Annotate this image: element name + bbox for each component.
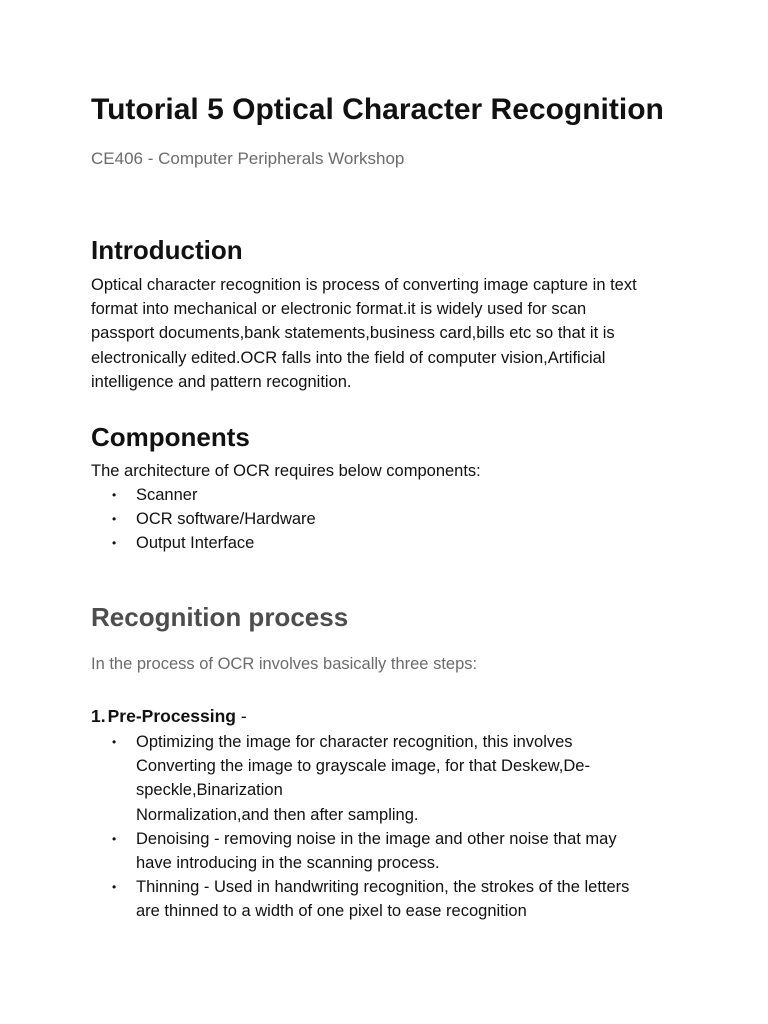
bullet-icon: • xyxy=(112,512,117,527)
recognition-intro: In the process of OCR involves basically three steps: xyxy=(91,655,478,673)
introduction-paragraph xyxy=(91,273,691,394)
document-title: Tutorial 5 Optical Character Recognition xyxy=(91,93,664,126)
list-item-line: Denoising - removing noise in the image and other noise that may xyxy=(136,829,617,848)
step-number: 1. xyxy=(91,706,106,726)
step-suffix: - xyxy=(236,706,247,726)
list-item-line: Normalization,and then after sampling. xyxy=(136,805,419,824)
step-bullet-list xyxy=(112,730,629,924)
document-subtitle: CE406 - Computer Peripherals Workshop xyxy=(91,149,405,168)
bullet-icon: • xyxy=(112,488,117,502)
list-item-label: OCR software/Hardware xyxy=(136,510,316,529)
list-item-line: Optimizing the image for character recognition, this involves xyxy=(136,733,573,751)
list-item xyxy=(112,483,316,507)
step-heading xyxy=(91,704,247,728)
list-item xyxy=(112,730,629,827)
paragraph-line: passport documents,bank statements,business card,bills etc so that it is xyxy=(91,324,615,343)
paragraph-line: Optical character recognition is process of converting image capture in text xyxy=(91,276,637,294)
list-item-line: Thinning - Used in handwriting recognition, the strokes of the letters xyxy=(136,878,630,897)
paragraph-line: format into mechanical or electronic format.it is widely used for scan xyxy=(91,300,587,319)
introduction-heading: Introduction xyxy=(91,235,243,265)
bullet-icon: • xyxy=(112,536,117,551)
list-item-line: have introducing in the scanning process. xyxy=(136,854,440,873)
paragraph-line: electronically edited.OCR falls into the field of computer vision,Artificial xyxy=(91,348,606,367)
list-item xyxy=(112,875,629,923)
components-heading: Components xyxy=(91,422,250,452)
components-intro: The architecture of OCR requires below components: xyxy=(91,462,481,480)
bullet-icon: • xyxy=(112,831,117,846)
step-name: Pre-Processing xyxy=(107,706,236,726)
components-list xyxy=(112,483,316,556)
bullet-icon: • xyxy=(112,880,117,895)
list-item xyxy=(112,827,629,875)
recognition-heading: Recognition process xyxy=(91,602,349,632)
bullet-icon: • xyxy=(112,735,117,749)
list-item-line: are thinned to a width of one pixel to ease recognition xyxy=(136,902,527,921)
list-item-line: speckle,Binarization xyxy=(136,781,283,800)
list-item xyxy=(112,531,316,555)
paragraph-line: intelligence and pattern recognition. xyxy=(91,372,352,391)
list-item-line: Converting the image to grayscale image, for that Deskew,De- xyxy=(136,757,590,776)
list-item-label: Scanner xyxy=(136,486,198,504)
list-item xyxy=(112,507,316,531)
list-item-label: Output Interface xyxy=(136,534,255,553)
